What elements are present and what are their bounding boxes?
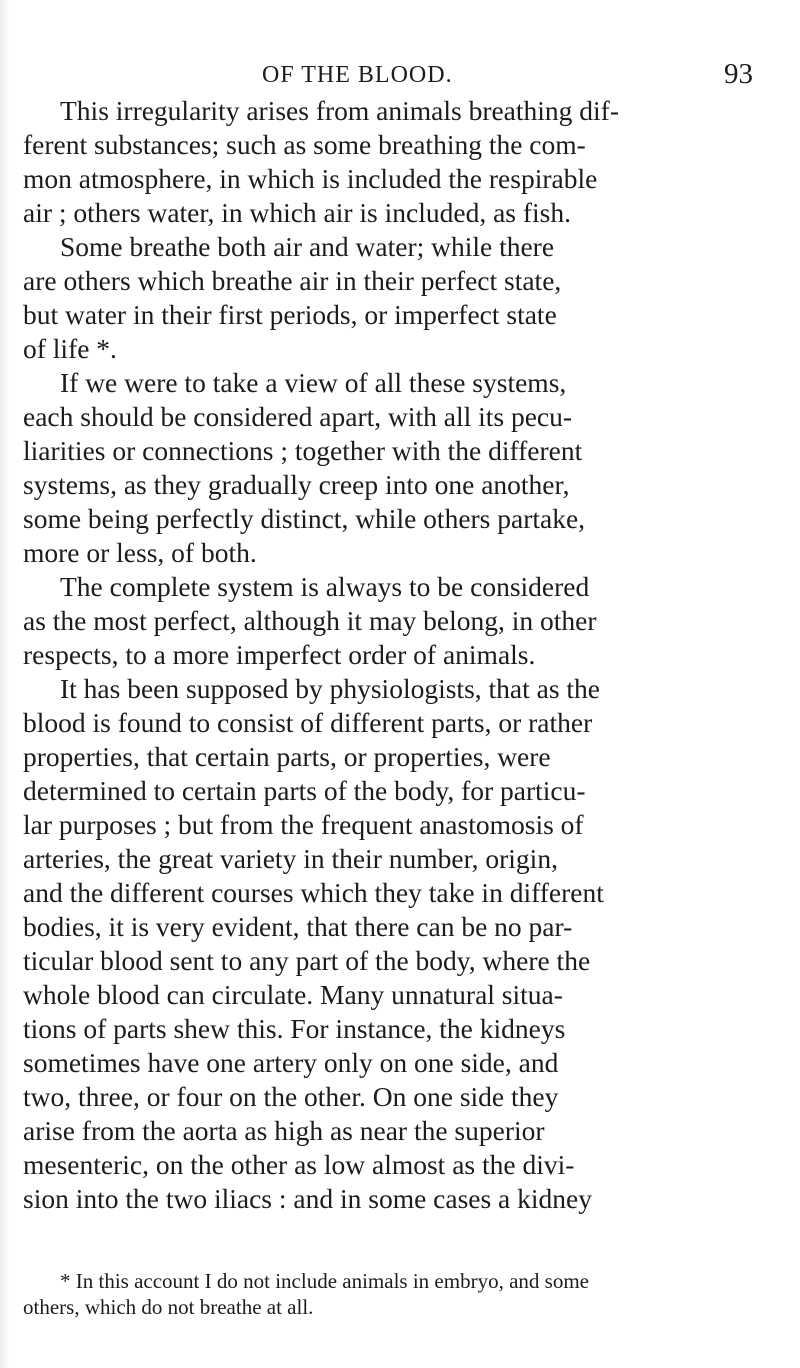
text-line: arteries, the great variety in their number, origin,	[23, 843, 558, 874]
footnote-line: * In this account I do not include animals in embryo, and some	[60, 1269, 589, 1293]
text-line: of life *.	[23, 333, 117, 364]
text-line: sometimes have one artery only on one side, and	[23, 1047, 559, 1078]
text-line: bodies, it is very evident, that there can be no par-	[23, 911, 573, 942]
text-line: two, three, or four on the other. On one side they	[23, 1081, 559, 1112]
text-line: more or less, of both.	[23, 537, 257, 568]
text-line: The complete system is always to be considered	[60, 571, 590, 602]
text-line: lar purposes ; but from the frequent anastomosis of	[23, 809, 584, 840]
text-line: It has been supposed by physiologists, that as the	[60, 673, 601, 704]
text-line: are others which breathe air in their perfect state,	[23, 265, 562, 296]
text-line: ticular blood sent to any part of the body, where the	[23, 945, 591, 976]
text-line: whole blood can circulate. Many unnatural situa-	[23, 979, 563, 1010]
text-line: This irregularity arises from animals breathing dif-	[60, 95, 619, 126]
text-line: and the different courses which they take in different	[23, 877, 604, 908]
text-line: systems, as they gradually creep into one another,	[23, 469, 570, 500]
text-line: as the most perfect, although it may belong, in other	[23, 605, 597, 636]
text-line: mesenteric, on the other as low almost as the divi-	[23, 1149, 575, 1180]
running-head	[0, 58, 800, 92]
page-number: 93	[724, 58, 753, 90]
text-line: arise from the aorta as high as near the superior	[23, 1115, 545, 1146]
text-line: mon atmosphere, in which is included the respirable	[23, 163, 598, 194]
text-line: determined to certain parts of the body, for particu-	[23, 775, 586, 806]
text-line: liarities or connections ; together with the different	[23, 435, 583, 466]
text-line: each should be considered apart, with all its pecu-	[23, 401, 573, 432]
text-line: Some breathe both air and water; while there	[60, 231, 555, 262]
text-line: properties, that certain parts, or properties, were	[23, 741, 551, 772]
text-line: blood is found to consist of different parts, or rather	[23, 707, 593, 738]
text-line: but water in their first periods, or imperfect state	[23, 299, 557, 330]
text-line: ferent substances; such as some breathing the com-	[23, 129, 586, 160]
text-line: If we were to take a view of all these systems,	[60, 367, 567, 398]
text-line: air ; others water, in which air is included, as fish.	[23, 197, 571, 228]
text-line: some being perfectly distinct, while others partake,	[23, 503, 586, 534]
text-line: sion into the two iliacs : and in some cases a kidney	[23, 1183, 592, 1214]
page-gutter	[0, 0, 10, 1368]
text-line: respects, to a more imperfect order of animals.	[23, 639, 536, 670]
running-title: OF THE BLOOD.	[262, 62, 453, 88]
text-line: tions of parts shew this. For instance, the kidneys	[23, 1013, 566, 1044]
footnote-line: others, which do not breathe at all.	[23, 1295, 314, 1319]
